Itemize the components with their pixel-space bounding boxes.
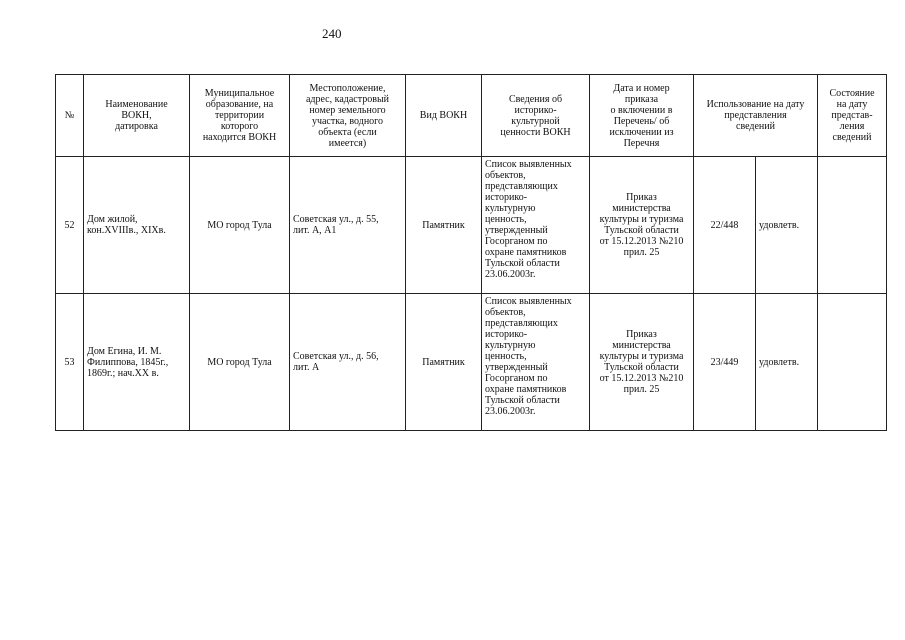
row-number: 52 bbox=[56, 157, 84, 294]
order-info: Приказ министерства культуры и туризма Тульской области от 15.12.2013 №210 прил. 25 bbox=[590, 294, 694, 431]
order-info: Приказ министерства культуры и туризма Тульской области от 15.12.2013 №210 прил. 25 bbox=[590, 157, 694, 294]
header-usage: Использование на дату представления сведений bbox=[694, 75, 818, 157]
object-type: Памятник bbox=[406, 294, 482, 431]
header-municipality: Муниципальное образование, на территории которого находится ВОКН bbox=[190, 75, 290, 157]
object-state bbox=[818, 294, 887, 431]
object-name: Дом Егина, И. М. Филиппова, 1845г., 1869г.; нач.XX в. bbox=[84, 294, 190, 431]
municipality: МО город Тула bbox=[190, 157, 290, 294]
header-name: Наименование ВОКН, датировка bbox=[84, 75, 190, 157]
object-state bbox=[818, 157, 887, 294]
header-order: Дата и номер приказа о включении в Перечень/ об исключении из Перечня bbox=[590, 75, 694, 157]
header-info: Сведения об историко- культурной ценности ВОКН bbox=[482, 75, 590, 157]
usage-status: удовлетв. bbox=[756, 294, 818, 431]
header-type: Вид ВОКН bbox=[406, 75, 482, 157]
location: Советская ул., д. 55, лит. А, А1 bbox=[290, 157, 406, 294]
table-row bbox=[56, 157, 887, 294]
municipality: МО город Тула bbox=[190, 294, 290, 431]
page-number: 240 bbox=[322, 26, 342, 41]
heritage-objects-table bbox=[55, 74, 887, 431]
header-state: Состояние на дату представ- ления сведений bbox=[818, 75, 887, 157]
table-header-row bbox=[56, 75, 887, 157]
heritage-info: Список выявленных объектов, представляющих историко- культурную ценность, утвержденный Госорганом по охране памятников Тульской области 23.06.2003г. bbox=[482, 157, 590, 294]
heritage-info: Список выявленных объектов, представляющих историко- культурную ценность, утвержденный Госорганом по охране памятников Тульской области 23.06.2003г. bbox=[482, 294, 590, 431]
usage-number: 22/448 bbox=[694, 157, 756, 294]
object-type: Памятник bbox=[406, 157, 482, 294]
header-location: Местоположение, адрес, кадастровый номер земельного участка, водного объекта (если имеется) bbox=[290, 75, 406, 157]
header-number: № bbox=[56, 75, 84, 157]
row-number: 53 bbox=[56, 294, 84, 431]
location: Советская ул., д. 56, лит. А bbox=[290, 294, 406, 431]
object-name: Дом жилой, кон.XVIIIв., XIXв. bbox=[84, 157, 190, 294]
usage-status: удовлетв. bbox=[756, 157, 818, 294]
table-row bbox=[56, 294, 887, 431]
usage-number: 23/449 bbox=[694, 294, 756, 431]
